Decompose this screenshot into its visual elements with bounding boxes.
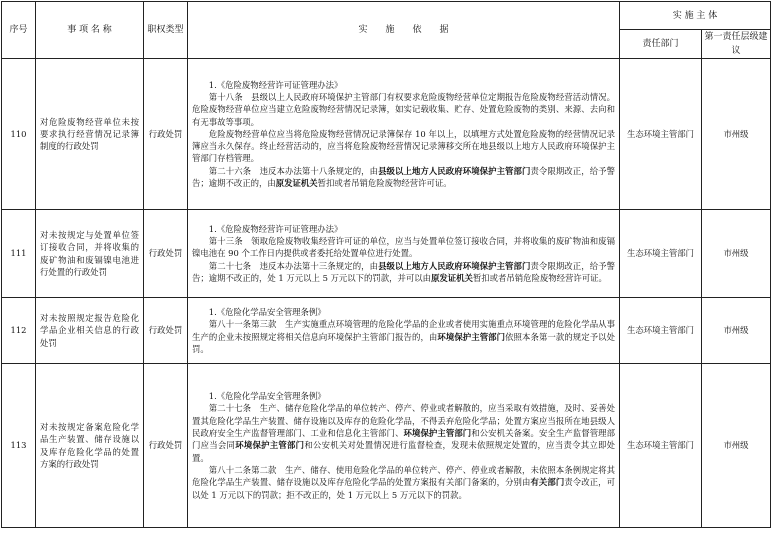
basis-paragraph: 第十三条 领取危险废物收集经营许可证的单位，应当与处置单位签订接收合同，并将收集的废矿物油和废镉镍电池在 90 个工作日内提供或者委托给处置单位进行处置。 <box>192 236 615 259</box>
header-responsible-dept: 责任部门 <box>620 30 702 59</box>
text-span: 依照本条第一款的规定予以处罚。 <box>192 331 616 354</box>
basis-text <box>188 298 620 364</box>
text-span: 第二十六条 违反本办法第十八条规定的，由 <box>208 165 379 176</box>
row-number: 113 <box>2 364 36 528</box>
table-row <box>2 298 771 364</box>
basis-text <box>188 210 620 298</box>
responsible-dept: 生态环境主管部门 <box>620 298 702 364</box>
header-item-name: 事 项 名 称 <box>36 2 144 59</box>
item-name: 对未按规定与处置单位签订接收合同，并将收集的废矿物油和废镉镍电池进行处置的行政处罚 <box>36 210 144 298</box>
authority-type: 行政处罚 <box>144 298 188 364</box>
first-level: 市州级 <box>702 298 771 364</box>
text-span: 第八十一条第三款 生产实施重点环境管理的危险化学品的企业或者使用实施重点环境管理的危险化学品从事生产的企业未按照规定将相关信息向环境保护主管部门报告的，由 <box>192 319 615 342</box>
first-level: 市州级 <box>702 210 771 298</box>
basis-title: 1.《危险化学品安全管理条例》 <box>208 391 326 402</box>
authority-type: 行政处罚 <box>144 210 188 298</box>
header-row-1 <box>2 2 771 30</box>
basis-paragraph <box>192 260 615 285</box>
bold-authority: 环境保护主管部门 <box>437 331 506 342</box>
text-span: 和公安机关对处置情况进行监督检查，发现未依照规定处置的，应当责令其立即处置。 <box>192 440 616 463</box>
bold-authority: 环境保护主管部门 <box>235 440 305 451</box>
first-level: 市州级 <box>702 59 771 210</box>
basis-title: 1.《危险废物经营许可证管理办法》 <box>208 223 343 234</box>
bold-authority: 原发证机关 <box>275 178 318 189</box>
basis-paragraph: 危险废物经营单位应当将危险废物经营情况记录簿保存 10 年以上，以填埋方式处置危险废物的经营情况记录簿应当永久保存。终止经营活动的，应当将危险废物经营情况记录簿移交所在地县级以上地方人民政府环境保护主管部门存档管理。 <box>192 128 615 164</box>
basis-paragraph <box>192 318 615 355</box>
text-span: 暂扣或者吊销危险废物经营许可证。 <box>472 272 607 283</box>
item-name: 对未按规定备案危险化学品生产装置、储存设施以及库存危险化学品的处置方案的行政处罚 <box>36 364 144 528</box>
responsible-dept: 生态环境主管部门 <box>620 210 702 298</box>
basis-title: 1.《危险化学品安全管理条例》 <box>208 306 326 317</box>
text-span: 暂扣或者吊销危险废物经营许可证。 <box>317 178 452 189</box>
header-authority-type: 职权类型 <box>144 2 188 59</box>
row-number: 110 <box>2 59 36 210</box>
bold-authority: 县级以上地方人民政府环境保护主管部门 <box>378 260 531 271</box>
basis-paragraph <box>192 402 615 463</box>
row-number: 111 <box>2 210 36 298</box>
basis-text <box>188 59 620 210</box>
basis-paragraph <box>192 165 615 190</box>
basis-title: 1.《危险废物经营许可证管理办法》 <box>208 79 343 90</box>
first-level: 市州级 <box>702 364 771 528</box>
basis-paragraph <box>192 464 615 501</box>
administrative-penalty-table <box>1 1 771 528</box>
table-row <box>2 364 771 528</box>
basis-paragraph: 第十八条 县级以上人民政府环境保护主管部门有权要求危险废物经营单位定期报告危险废物经营活动情况。危险废物经营单位应当建立危险废物经营情况记录簿，如实记载收集、贮存、处置危险废物的类别、来源、去向和有无事故等事项。 <box>192 91 615 127</box>
header-first-level: 第一责任层级建议 <box>702 30 771 59</box>
text-span: 责令改正，可以处 1 万元以下的罚款；拒不改正的，处 1 万元以上 5 万元以下的罚款。 <box>192 477 616 500</box>
responsible-dept: 生态环境主管部门 <box>620 364 702 528</box>
item-name: 对未按照规定报告危险化学品企业相关信息的行政处罚 <box>36 298 144 364</box>
text-span: 第二十七条 违反本办法第十三条规定的，由 <box>208 260 379 271</box>
row-number: 112 <box>2 298 36 364</box>
item-name: 对危险废物经营单位未按要求执行经营情况记录簿制度的行政处罚 <box>36 59 144 210</box>
text-span: 责令限期改正，给予警告；逾期不改正的，处 1 万元以上 5 万元以下的罚款，并可以由 <box>192 260 616 283</box>
authority-type: 行政处罚 <box>144 364 188 528</box>
header-subject: 实 施 主 体 <box>620 2 771 30</box>
bold-authority: 有关部门 <box>530 477 565 488</box>
bold-authority: 县级以上地方人民政府环境保护主管部门 <box>378 165 531 176</box>
table-row <box>2 210 771 298</box>
bold-authority: 环境保护主管部门 <box>403 428 472 439</box>
responsible-dept: 生态环境主管部门 <box>620 59 702 210</box>
text-span: 和公安机关备案。安全生产监督管理部门应当会同 <box>192 428 616 451</box>
text-span: 第二十七条 生产、储存危险化学品的单位转产、停产、停业或者解散的，应当采取有效措施，及时、妥善处置其危险化学品生产装置、储存设施以及库存的危险化学品，不得丢弃危险化学品；处置方案应当报所在地县级人民政府安全生产监督管理部门、工业和信息化主管部门、 <box>192 403 615 439</box>
bold-authority: 原发证机关 <box>431 272 473 283</box>
text-span: 责令限期改正，给予警告；逾期不改正的，由 <box>192 165 616 189</box>
text-span: 第八十二条第二款 生产、储存、使用危险化学品的单位转产、停产、停业或者解散，未依照本条例规定将其危险化学品生产装置、储存设施以及库存危险化学品的处置方案报有关部门备案的，分别由 <box>192 464 615 488</box>
header-basis: 实 施 依 据 <box>188 2 620 59</box>
header-seq: 序号 <box>2 2 36 59</box>
table-row <box>2 59 771 210</box>
authority-type: 行政处罚 <box>144 59 188 210</box>
basis-text <box>188 364 620 528</box>
